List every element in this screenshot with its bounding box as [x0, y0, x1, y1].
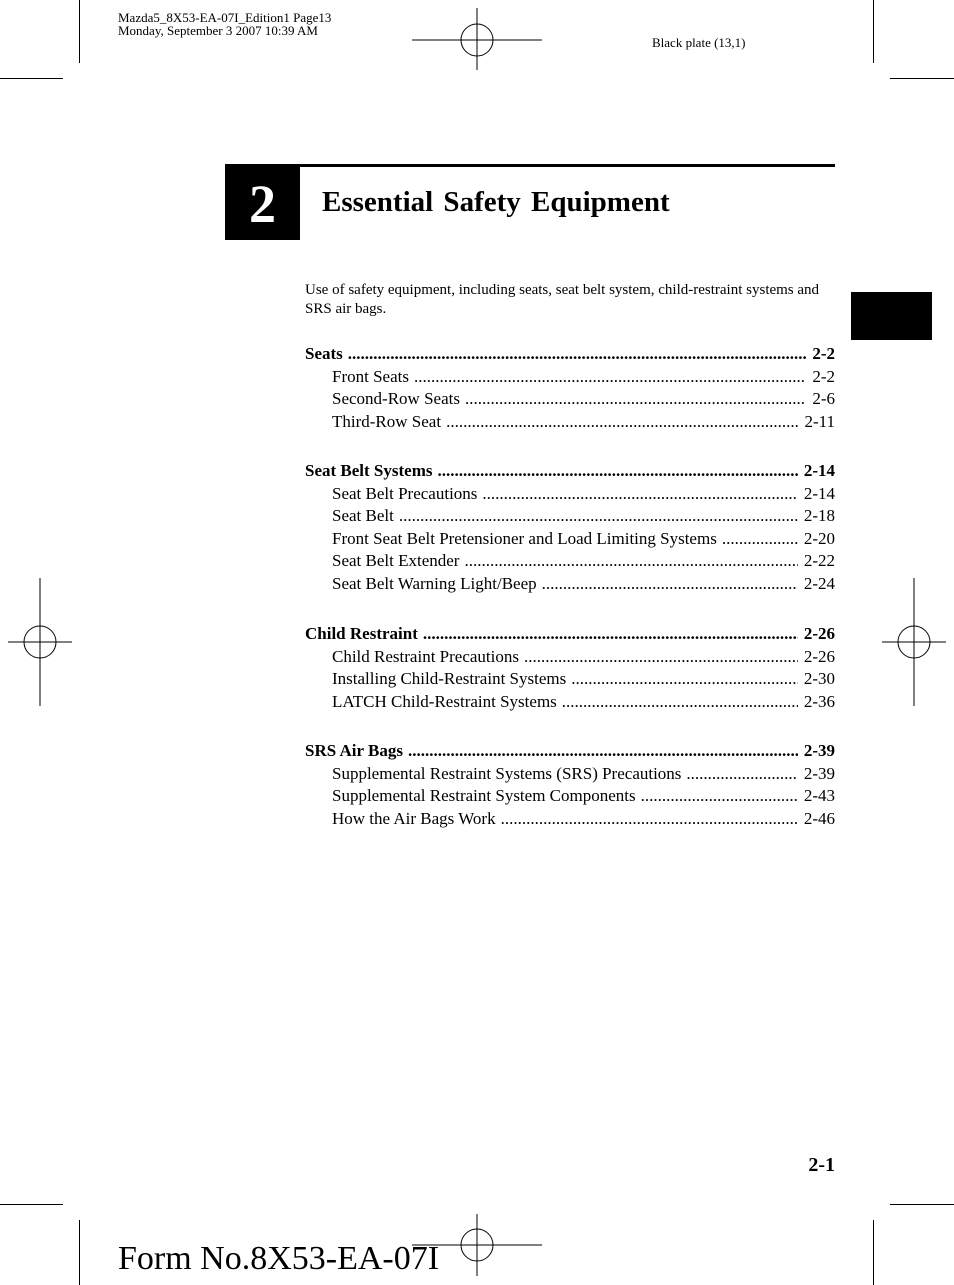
toc-subentry[interactable]: [305, 808, 835, 831]
toc-subentry[interactable]: [305, 483, 835, 506]
toc-subentry[interactable]: [305, 411, 835, 434]
toc-section: [305, 623, 835, 713]
toc-section: [305, 740, 835, 830]
toc-subentry[interactable]: [305, 785, 835, 808]
chapter-intro: Use of safety equipment, including seats, seat belt system, child-restraint systems and SRS air bags.: [305, 282, 820, 317]
toc-subentry-title: Second-Row Seats: [332, 389, 460, 408]
toc-entry-page: 2-26: [803, 624, 835, 643]
registration-mark-right: [880, 578, 948, 706]
print-date-line: Monday, September 3 2007 10:39 AM: [118, 23, 318, 38]
toc-entry-title: SRS Air Bags: [305, 741, 403, 760]
chapter-thumb-tab: [851, 292, 932, 340]
toc-subentry[interactable]: [305, 366, 835, 389]
form-number: Form No.8X53-EA-07I: [118, 1240, 440, 1277]
toc-entry-page: 2-14: [803, 461, 835, 480]
toc-entry-title: Child Restraint: [305, 624, 418, 643]
toc-subentry-title: Child Restraint Precautions: [332, 646, 519, 666]
toc-subentry-title: Supplemental Restraint Systems (SRS) Precautions: [332, 763, 682, 783]
toc-subentry-page: 2-6: [812, 389, 835, 408]
toc-subentry-title: Seat Belt Precautions: [332, 483, 478, 503]
toc-subentry-page: 2-24: [803, 573, 835, 593]
chapter-number: 2: [249, 173, 276, 234]
toc-subentry-page: 2-46: [803, 808, 835, 828]
chapter-number-box: [225, 167, 300, 240]
toc-subentry-title: Seat Belt Extender: [332, 551, 460, 570]
registration-mark-top: [412, 6, 542, 72]
toc-subentry-title: Seat Belt Warning Light/Beep: [332, 573, 537, 593]
toc-subentry[interactable]: [305, 388, 835, 411]
toc-subentry-title: Supplemental Restraint System Components: [332, 786, 636, 805]
toc-subentry-page: 2-30: [803, 669, 835, 688]
toc-entry-page: 2-39: [803, 741, 835, 760]
toc-subentry[interactable]: [305, 550, 835, 573]
toc-subentry[interactable]: [305, 691, 835, 714]
toc-entry-page: 2-2: [812, 344, 835, 363]
toc-entry[interactable]: [305, 740, 835, 763]
toc-subentry-title: Seat Belt: [332, 506, 394, 525]
toc-subentry-page: 2-36: [803, 691, 835, 711]
toc-subentry-page: 2-2: [812, 366, 835, 386]
chapter-title: Essential Safety Equipment: [322, 186, 670, 218]
chapter-rule: [225, 164, 835, 167]
print-file-line: Mazda5_8X53-EA-07I_Edition1 Page13: [118, 10, 332, 25]
toc-subentry-page: 2-26: [803, 646, 835, 666]
toc-subentry-title: Third-Row Seat: [332, 411, 442, 431]
toc-subentry-title: How the Air Bags Work: [332, 808, 496, 828]
toc-subentry[interactable]: [305, 528, 835, 551]
toc-subentry[interactable]: [305, 763, 835, 786]
plate-label: Black plate (13,1): [652, 35, 746, 50]
toc-subentry-title: Front Seat Belt Pretensioner and Load Limiting Systems: [332, 528, 717, 548]
registration-mark-left: [6, 578, 74, 706]
toc-entry[interactable]: [305, 343, 835, 366]
toc-subentry[interactable]: [305, 573, 835, 596]
toc-subentry-title: LATCH Child-Restraint Systems: [332, 691, 557, 711]
toc-subentry-page: 2-43: [803, 786, 835, 805]
toc-subentry[interactable]: [305, 505, 835, 528]
toc-subentry-page: 2-11: [804, 411, 835, 431]
page-number: 2-1: [808, 1154, 835, 1176]
toc-subentry-page: 2-20: [803, 528, 835, 548]
toc-subentry-page: 2-39: [803, 763, 835, 783]
toc-subentry-title: Installing Child-Restraint Systems: [332, 669, 567, 688]
toc-subentry[interactable]: [305, 646, 835, 669]
toc-entry-title: Seats: [305, 344, 343, 363]
toc-subentry[interactable]: [305, 668, 835, 691]
toc-entry[interactable]: [305, 623, 835, 646]
toc-subentry-page: 2-14: [803, 483, 835, 503]
toc-subentry-title: Front Seats: [332, 366, 409, 386]
toc-section: [305, 460, 835, 595]
toc-subentry-page: 2-18: [803, 506, 835, 525]
toc-entry[interactable]: [305, 460, 835, 483]
toc-section: [305, 343, 835, 433]
toc-entry-title: Seat Belt Systems: [305, 461, 433, 480]
toc-subentry-page: 2-22: [803, 551, 835, 570]
